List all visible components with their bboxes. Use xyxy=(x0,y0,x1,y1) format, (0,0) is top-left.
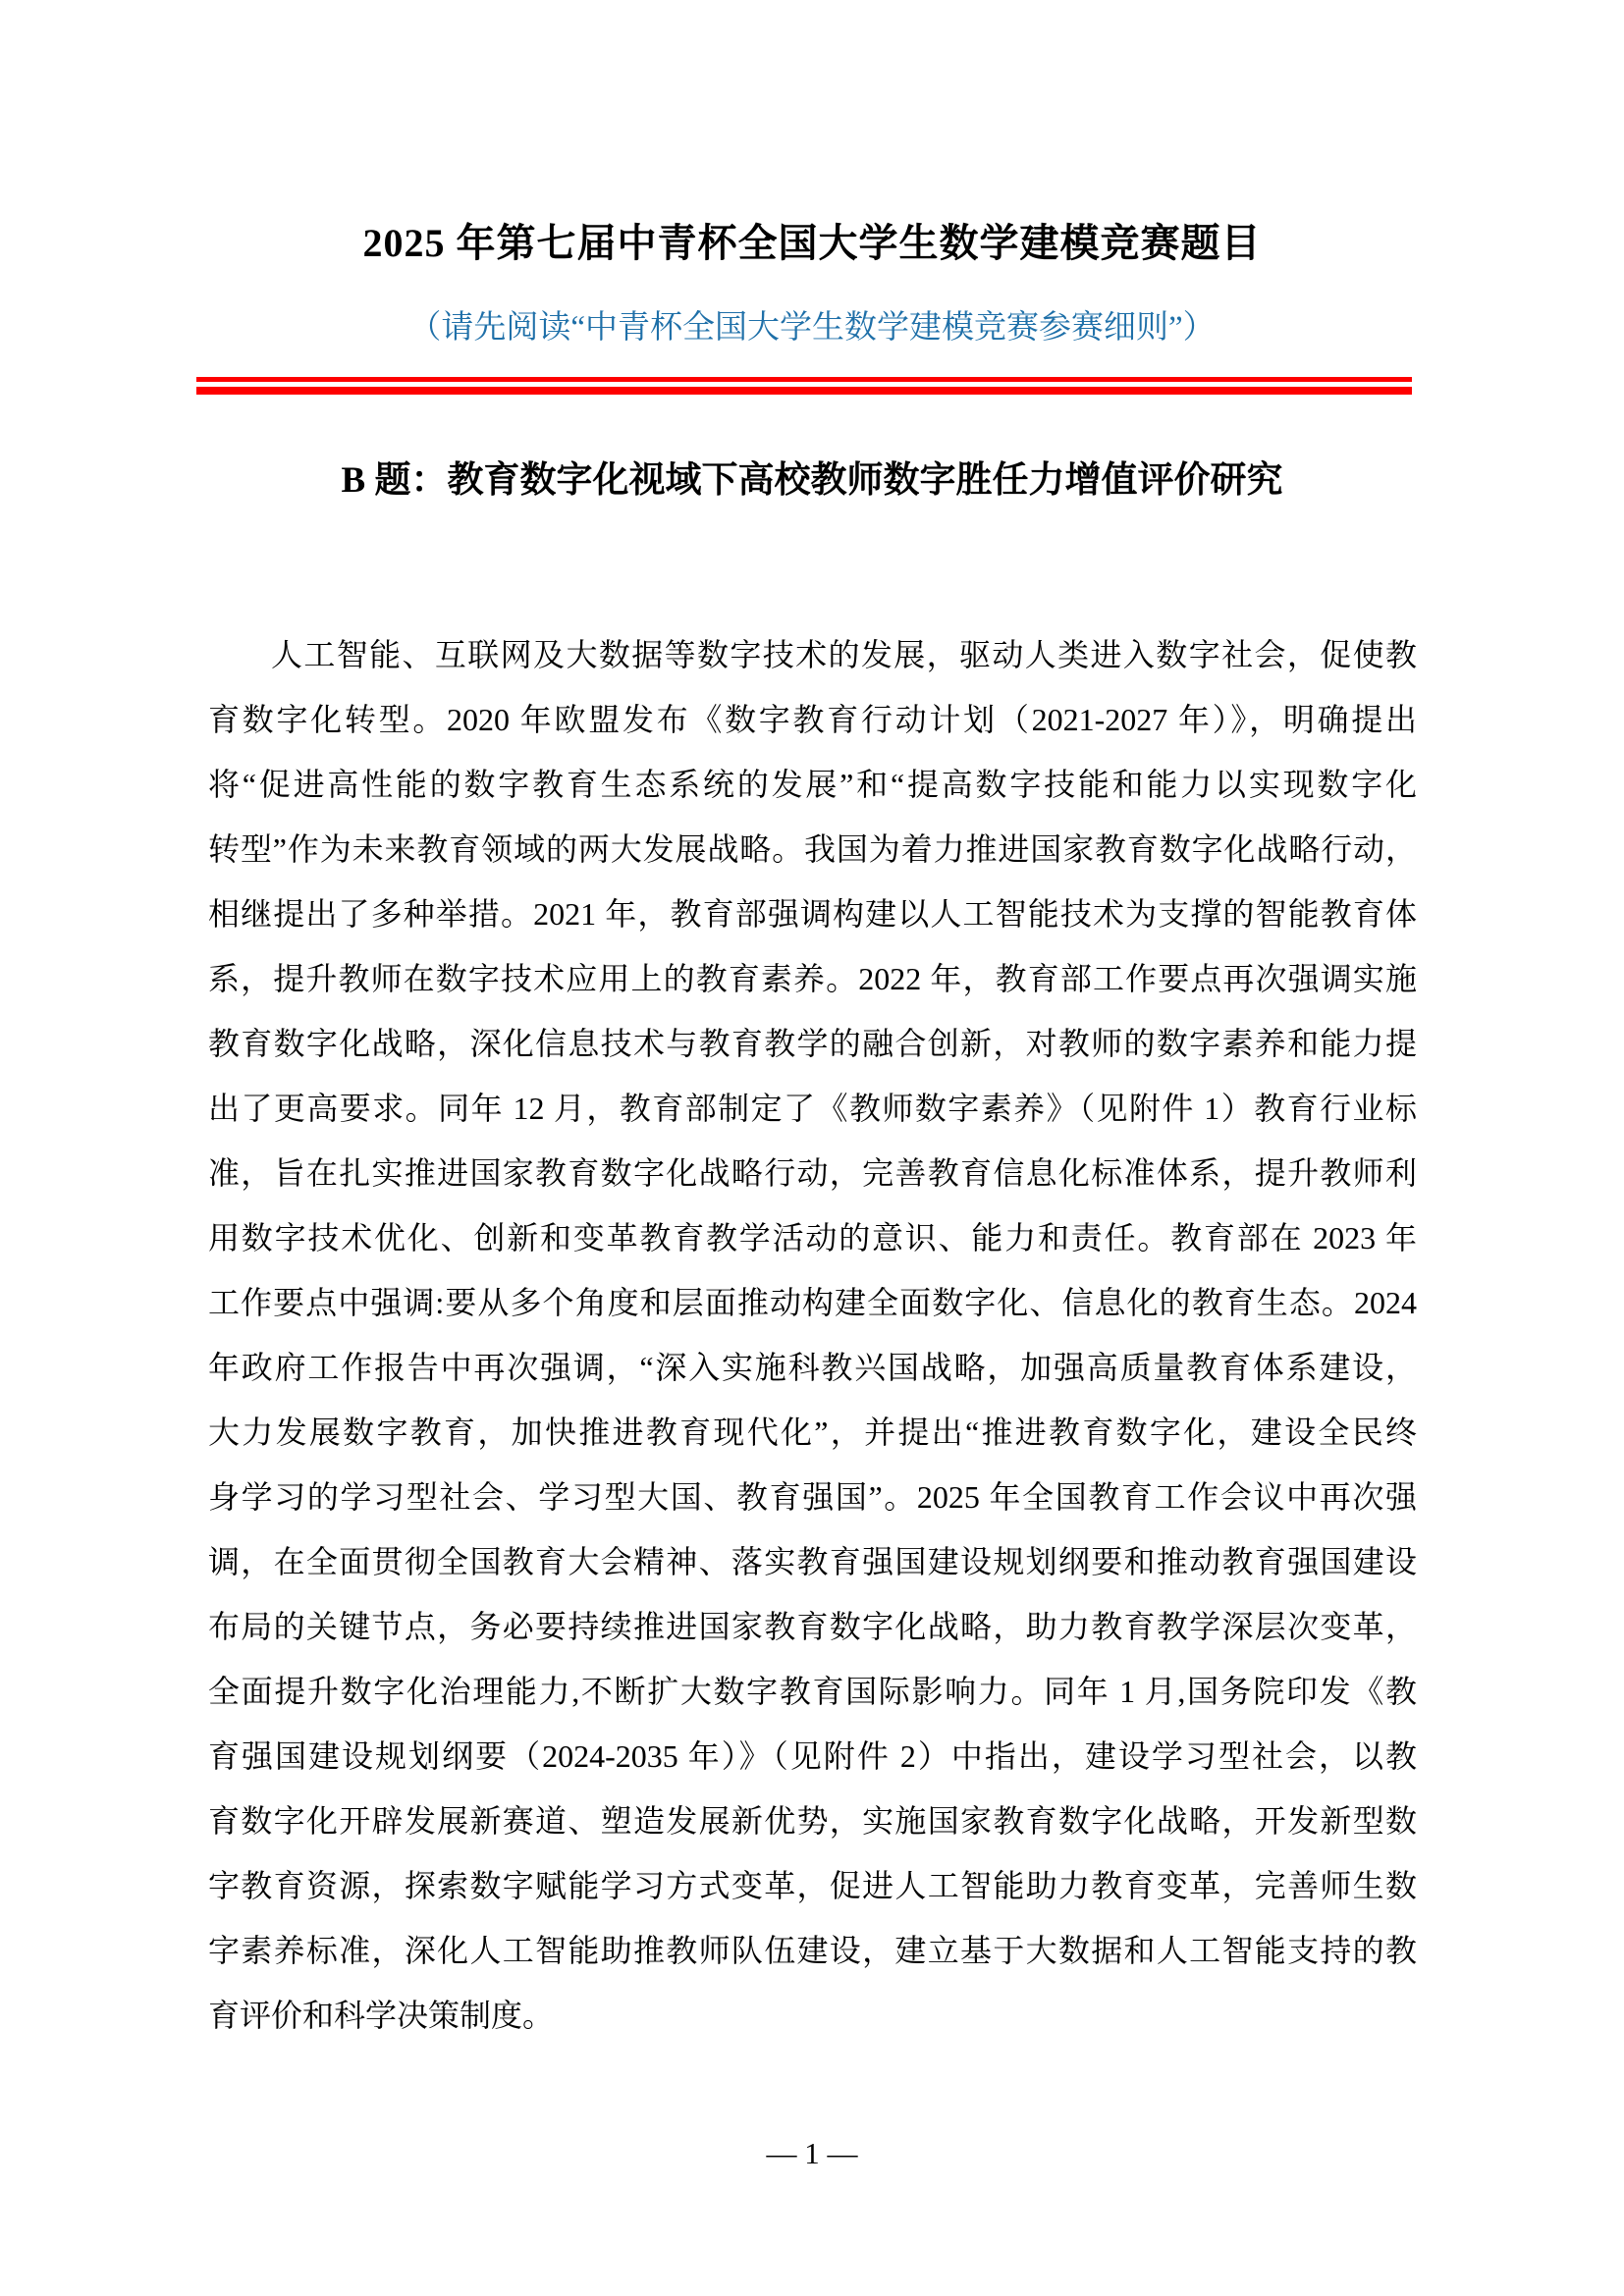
body-line: 用数字技术优化、创新和变革教育教学活动的意识、能力和责任。教育部在 2023 年 xyxy=(208,1220,1417,1255)
body-line: 调，在全面贯彻全国教育大会精神、落实教育强国建设规划纲要和推动教育强国建设 xyxy=(208,1544,1417,1579)
body-line: 育数字化转型。2020 年欧盟发布《数字教育行动计划（2021-2027 年）》，明确提出 xyxy=(208,702,1417,737)
body-line: 育强国建设规划纲要（2024-2035 年）》（见附件 2）中指出，建设学习型社会，以教 xyxy=(208,1738,1417,1774)
problem-b-title: B 题：教育数字化视域下高校教师数字胜任力增值评价研究 xyxy=(341,460,1283,501)
page-number: — 1 — xyxy=(766,2136,858,2170)
body-line: 相继提出了多种举措。2021 年，教育部强调构建以人工智能技术为支撑的智能教育体 xyxy=(208,896,1417,932)
competition-title: 2025 年第七届中青杯全国大学生数学建模竞赛题目 xyxy=(362,221,1262,265)
body-line: 字素养标准，深化人工智能助推教师队伍建设，建立基于大数据和人工智能支持的教 xyxy=(208,1933,1417,1968)
body-line: 全面提升数字化治理能力,不断扩大数字教育国际影响力。同年 1 月,国务院印发《教 xyxy=(208,1674,1417,1709)
body-line: 年政府工作报告中再次强调，“深入实施科教兴国战略，加强高质量教育体系建设， xyxy=(208,1350,1417,1385)
body-line: 身学习的学习型社会、学习型大国、教育强国”。2025 年全国教育工作会议中再次强 xyxy=(208,1479,1417,1515)
red-divider xyxy=(196,377,1412,395)
body-line: 布局的关键节点，务必要持续推进国家教育数字化战略，助力教育教学深层次变革， xyxy=(208,1609,1417,1644)
body-line: 育数字化开辟发展新赛道、塑造发展新优势，实施国家教育数字化战略，开发新型数 xyxy=(208,1803,1417,1839)
body-line: 育评价和科学决策制度。 xyxy=(208,1998,555,2033)
body-line: 大力发展数字教育，加快推进教育现代化”，并提出“推进教育数字化，建设全民终 xyxy=(208,1415,1417,1450)
body-line: 将“促进高性能的数字教育生态系统的发展”和“提高数字技能和能力以实现数字化 xyxy=(208,767,1417,802)
body-line: 转型”作为未来教育领域的两大发展战略。我国为着力推进国家教育数字化战略行动， xyxy=(208,831,1417,867)
red-divider-bottom-line xyxy=(196,387,1412,395)
problem-background-paragraph xyxy=(208,622,1417,2048)
body-line: 出了更高要求。同年 12 月，教育部制定了《教师数字素养》（见附件 1）教育行业标 xyxy=(208,1091,1417,1126)
body-line: 工作要点中强调:要从多个角度和层面推动构建全面数字化、信息化的教育生态。2024 xyxy=(208,1285,1417,1320)
body-line: 教育数字化战略，深化信息技术与教育教学的融合创新，对教师的数字素养和能力提 xyxy=(208,1026,1417,1061)
subtitle-note: （请先阅读“中青杯全国大学生数学建模竞赛参赛细则”） xyxy=(408,310,1216,346)
body-line: 字教育资源，探索数字赋能学习方式变革，促进人工智能助力教育变革，完善师生数 xyxy=(208,1868,1417,1903)
body-line: 准，旨在扎实推进国家教育数字化战略行动，完善教育信息化标准体系，提升教师利 xyxy=(208,1155,1417,1191)
body-line: 人工智能、互联网及大数据等数字技术的发展，驱动人类进入数字社会，促使教 xyxy=(271,637,1417,672)
body-line: 系，提升教师在数字技术应用上的教育素养。2022 年，教育部工作要点再次强调实施 xyxy=(208,961,1417,996)
